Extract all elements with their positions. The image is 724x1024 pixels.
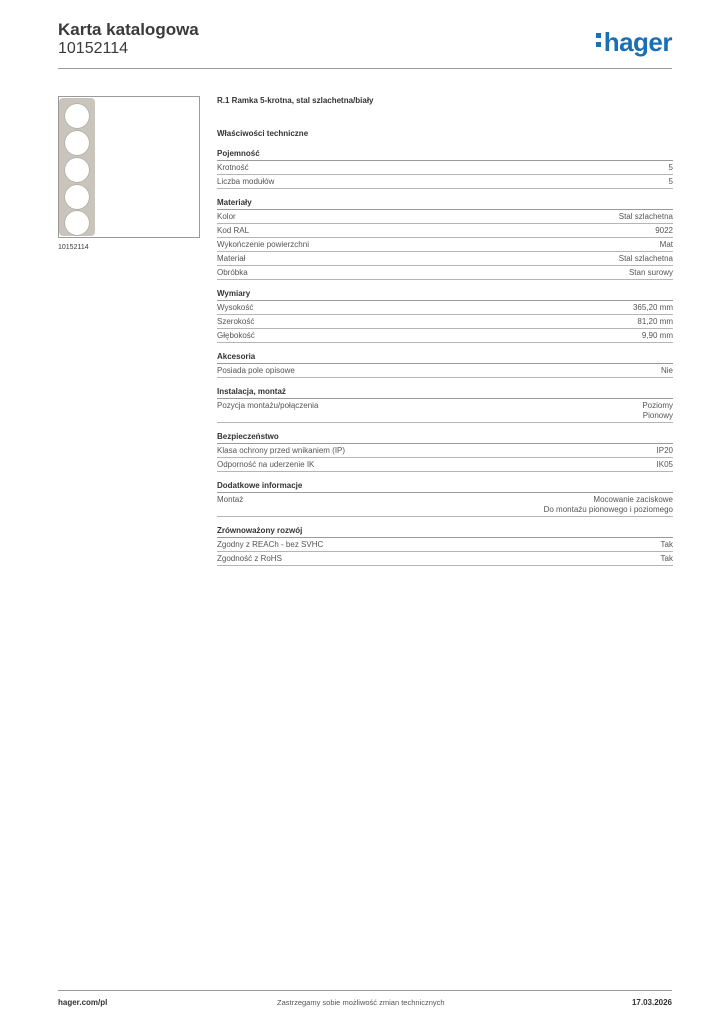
article-number: 10152114 — [58, 40, 128, 57]
property-value-line: Stan surowy — [628, 268, 673, 277]
property-value-line: 5 — [668, 163, 673, 172]
property-value-line: Stal szlachetna — [618, 254, 673, 263]
property-row — [217, 301, 673, 315]
group-title: Materiały — [217, 198, 673, 210]
property-group — [217, 289, 673, 343]
property-value — [619, 212, 673, 222]
property-value — [661, 366, 673, 376]
frame-opening — [64, 157, 90, 183]
property-row — [217, 315, 673, 329]
property-label: Pozycja montażu/połączenia — [217, 401, 319, 410]
property-label: Kolor — [217, 212, 236, 221]
group-title: Wymiary — [217, 289, 673, 301]
property-row — [217, 175, 673, 189]
property-row — [217, 238, 673, 252]
property-value-line: Mat — [659, 240, 673, 249]
property-value-line: Do montażu pionowego i poziomego — [543, 505, 673, 514]
group-title: Bezpieczeństwo — [217, 432, 673, 444]
property-value — [642, 401, 673, 421]
property-value — [642, 331, 673, 341]
property-value-line: Pionowy — [642, 411, 673, 420]
property-value — [655, 226, 673, 236]
property-row — [217, 329, 673, 343]
property-row — [217, 266, 673, 280]
property-value-line: Stal szlachetna — [618, 212, 673, 221]
frame-opening — [64, 184, 90, 210]
footer-notice: Zastrzegamy sobie możliwość zmian technicznych — [277, 998, 445, 1007]
property-value-line: Poziomy — [642, 401, 673, 410]
property-group — [217, 432, 673, 472]
property-label: Klasa ochrony przed wnikaniem (IP) — [217, 446, 346, 455]
image-caption: 10152114 — [58, 244, 89, 251]
property-row — [217, 224, 673, 238]
property-row — [217, 493, 673, 517]
property-label: Zgodny z REACh - bez SVHC — [217, 540, 324, 549]
property-label: Zgodność z RoHS — [217, 554, 282, 563]
property-group — [217, 352, 673, 378]
property-groups — [217, 149, 673, 566]
property-label: Montaż — [217, 495, 244, 504]
property-group — [217, 198, 673, 280]
section-heading: Właściwości techniczne — [217, 129, 309, 138]
property-label: Wykończenie powierzchni — [217, 240, 309, 249]
technical-content — [217, 94, 673, 566]
page-title: Karta katalogowa — [58, 20, 199, 39]
property-row — [217, 538, 673, 552]
frame-opening — [64, 210, 90, 236]
frame-opening — [64, 130, 90, 156]
property-row — [217, 399, 673, 423]
property-value — [657, 460, 673, 470]
group-title: Zrównoważony rozwój — [217, 526, 673, 538]
property-value-line: 81,20 mm — [637, 317, 673, 326]
hager-logo[interactable] — [596, 28, 672, 56]
footer-website-link[interactable]: hager.com/pl — [58, 998, 108, 1007]
property-label: Posiada pole opisowe — [217, 366, 295, 375]
property-row — [217, 552, 673, 566]
property-value-line: Tak — [660, 540, 673, 549]
property-value — [544, 495, 673, 515]
product-image-frame-icon — [59, 98, 95, 236]
property-row — [217, 161, 673, 175]
group-title: Pojemność — [217, 149, 673, 161]
property-value-line: Tak — [660, 554, 673, 563]
property-value — [660, 240, 673, 250]
group-title: Dodatkowe informacje — [217, 481, 673, 493]
property-value — [669, 177, 673, 187]
property-label: Liczba modułów — [217, 177, 275, 186]
property-value — [661, 554, 673, 564]
property-row — [217, 210, 673, 224]
header-divider — [58, 68, 672, 69]
property-group — [217, 481, 673, 517]
property-value-line: 5 — [668, 177, 673, 186]
property-value-line: 9022 — [655, 226, 673, 235]
property-row — [217, 458, 673, 472]
property-value — [629, 268, 673, 278]
footer-divider — [58, 990, 672, 991]
property-label: Materiał — [217, 254, 246, 263]
property-label: Obróbka — [217, 268, 248, 277]
property-label: Krotność — [217, 163, 249, 172]
property-value — [669, 163, 673, 173]
property-label: Wysokość — [217, 303, 254, 312]
property-label: Głębokość — [217, 331, 255, 340]
property-value-line: Nie — [660, 366, 673, 375]
property-value — [661, 540, 673, 550]
group-title: Instalacja, montaż — [217, 387, 673, 399]
property-value-line: 9,90 mm — [641, 331, 673, 340]
property-value-line: Mocowanie zaciskowe — [593, 495, 673, 504]
footer-date: 17.03.2026 — [631, 998, 672, 1007]
logo-text: hager — [603, 27, 672, 57]
frame-opening — [64, 103, 90, 129]
group-title: Akcesoria — [217, 352, 673, 364]
property-value — [637, 317, 673, 327]
property-value — [633, 303, 673, 313]
property-value-line: IK05 — [656, 460, 673, 469]
property-label: Odporność na uderzenie IK — [217, 460, 315, 469]
property-row — [217, 444, 673, 458]
product-title: R.1 Ramka 5-krotna, stal szlachetna/biały — [217, 96, 374, 105]
property-group — [217, 149, 673, 189]
property-row — [217, 364, 673, 378]
property-value-line: 365,20 mm — [632, 303, 673, 312]
property-value — [657, 446, 673, 456]
property-label: Kod RAL — [217, 226, 250, 235]
property-group — [217, 387, 673, 423]
property-label: Szerokość — [217, 317, 255, 326]
property-value — [619, 254, 673, 264]
property-row — [217, 252, 673, 266]
property-value-line: IP20 — [656, 446, 673, 455]
logo-dots-icon — [596, 33, 602, 51]
property-group — [217, 526, 673, 566]
